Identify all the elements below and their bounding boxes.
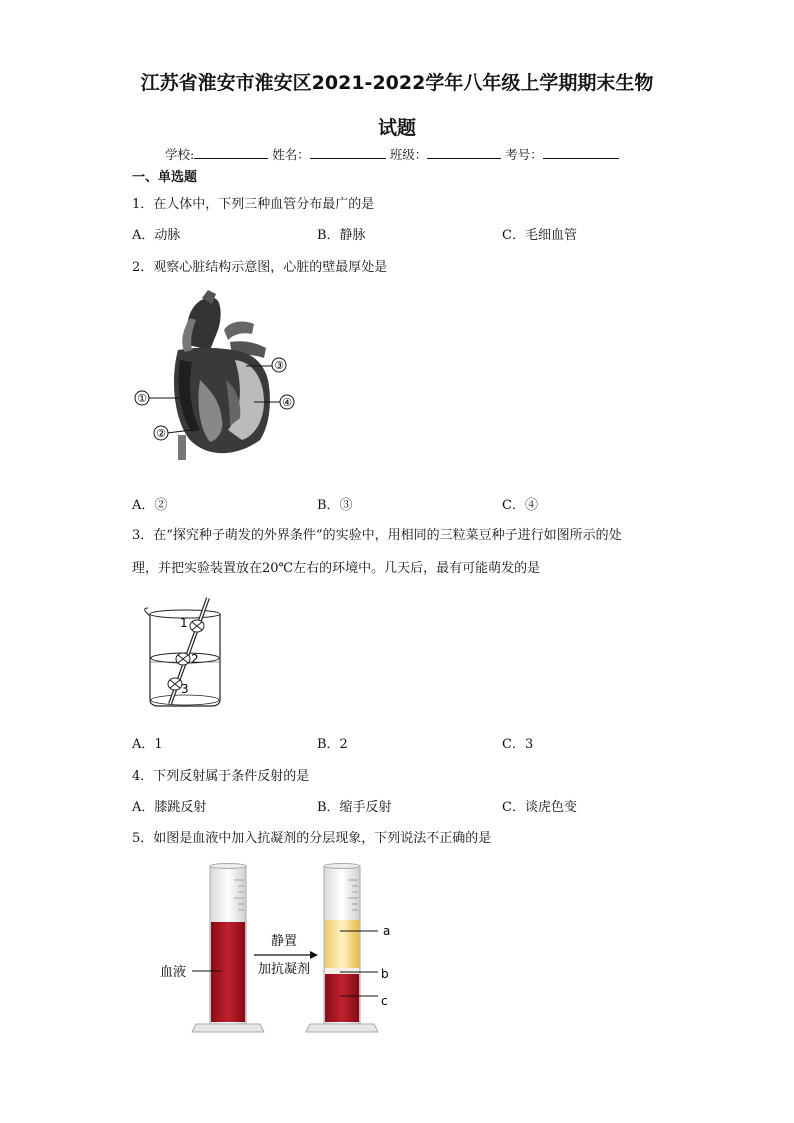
arrow-label-bottom: 加抗凝剂 xyxy=(257,962,311,977)
q1-option-b[interactable]: B．静脉 xyxy=(317,228,366,243)
question-3-stem-line1: 3．在“探究种子萌发的外界条件”的实验中，用相同的三粒菜豆种子进行如图所示的处 xyxy=(132,528,622,543)
q2-option-c[interactable]: C．④ xyxy=(502,498,538,513)
school-blank[interactable] xyxy=(194,146,268,159)
q4-option-c[interactable]: C．谈虎色变 xyxy=(502,800,577,815)
question-1-stem: 1．在人体中，下列三种血管分布最广的是 xyxy=(132,197,375,212)
arrow-label-top: 静置 xyxy=(270,934,298,949)
heart-label-2: ② xyxy=(156,427,166,440)
section-title: 一、单选题 xyxy=(132,170,198,185)
page-title-line2: 试题 xyxy=(377,117,416,139)
q2-option-a[interactable]: A．② xyxy=(132,498,168,513)
seed-label-3: 3 xyxy=(181,682,189,696)
q1-option-c[interactable]: C．毛细血管 xyxy=(502,228,577,243)
student-info-line xyxy=(165,145,619,163)
class-blank[interactable] xyxy=(427,146,501,159)
question-4-stem: 4．下列反射属于条件反射的是 xyxy=(132,769,310,784)
name-label: 姓名： xyxy=(272,147,310,162)
blood-layering-diagram xyxy=(150,860,410,1038)
q3-option-a[interactable]: A．1 xyxy=(132,737,163,752)
blood-label: 血液 xyxy=(160,965,187,980)
seed-label-1: 1 xyxy=(180,616,188,630)
layer-label-b: b xyxy=(381,967,389,981)
question-3-stem-line2: 理，并把实验装置放在20℃左右的环境中。几天后，最有可能萌发的是 xyxy=(132,561,541,576)
layer-label-a: a xyxy=(383,924,391,938)
q3-option-b[interactable]: B．2 xyxy=(317,737,348,752)
q1-option-a[interactable]: A．动脉 xyxy=(132,228,181,243)
q3-option-c[interactable]: C．3 xyxy=(502,737,534,752)
seed-beaker-diagram xyxy=(140,592,230,712)
heart-label-3: ③ xyxy=(274,359,284,372)
number-blank[interactable] xyxy=(543,146,619,159)
q4-option-a[interactable]: A．膝跳反射 xyxy=(132,800,207,815)
q2-option-b[interactable]: B．③ xyxy=(317,498,353,513)
question-2-stem: 2．观察心脏结构示意图，心脏的壁最厚处是 xyxy=(132,260,388,275)
q4-option-b[interactable]: B．缩手反射 xyxy=(317,800,392,815)
number-label: 考号： xyxy=(505,147,543,162)
seed-label-2: 2 xyxy=(191,652,199,666)
name-blank[interactable] xyxy=(310,146,386,159)
heart-label-1: ① xyxy=(137,392,147,405)
layer-label-c: c xyxy=(381,994,388,1008)
heart-label-4: ④ xyxy=(282,396,292,409)
page-title: 江苏省淮安市淮安区2021-2022学年八年级上学期期末生物 xyxy=(140,72,654,94)
class-label: 班级： xyxy=(389,147,428,162)
question-5-stem: 5．如图是血液中加入抗凝剂的分层现象，下列说法不正确的是 xyxy=(132,831,492,846)
heart-diagram xyxy=(130,290,305,465)
school-label: 学校: xyxy=(165,147,195,162)
